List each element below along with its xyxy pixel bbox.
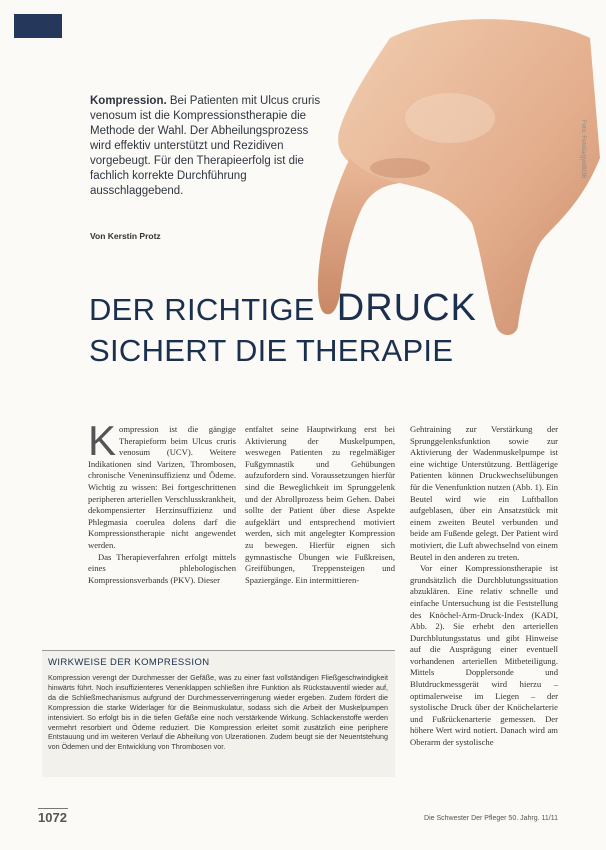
info-box-title: WIRKWEISE DER KOMPRESSION (48, 657, 210, 668)
body-paragraph: Vor einer Kompressionstherapie ist grundsätzlich die Durchblutungssituation abzuklären. Eine relativ schnelle und einfache Untersuchung ist die Feststellung des Knöchel-Arm-Druck-Index (KADI, Abb. 2). Sie erhebt den arteriellen Durchblutungsstatus und gibt Hinweise auf die Ausprägung einer eventuell vorhandenen arteriellen Mitbeteiligung. Mittels Dopplersonde und Blutdruckmessgerät wird hierzu – optimalerweise im Liegen – der systolische Druck über der Knöchelarterie und Fußrückenarterie gemessen. Der höhere Wert wird notiert. Danach wird am Oberarm der systolische (410, 563, 558, 748)
article-title-line-2: SICHERT DIE THERAPIE (89, 333, 454, 368)
body-paragraph: Kompression ist die gängige Therapieform beim Ulcus cruris venosum (UCV). Weitere Indikationen sind Varizen, Thrombosen, chronische Veneninsuffizienz und Ödeme. Wichtig zu wissen: Bei fortgeschrittenen peripheren arteriellen Verschlusskrankheit, dekompensierter Herzinsuffizienz und Phlegmasia coerulea dolens darf die Kompressionstherapie nicht angewendet werden. (88, 417, 236, 550)
byline: Von Kerstin Protz (90, 231, 161, 241)
lead-paragraph (90, 94, 330, 199)
photo-credit: Foto: Fotolia/gyn9038 (580, 120, 586, 179)
title-part-a: DER RICHTIGE (89, 292, 315, 327)
body-paragraph: Gehtraining zur Verstärkung der Sprunggelenksfunktion sowie zur Aktivierung der Wadenmuskelpumpe ist eine wichtige Unterstützung. Bettlägerige Patienten können Druckwechselübungen für die Venenfunktion nutzen (Abb. 1). Ein Beutel wird wie ein Luftballon aufgeblasen, über ein Ansatzstück mit einem zweiten Beutel verbunden und beide am Fußende gelegt. Der Patient wird motiviert, die Luft abwechselnd von einem Beutel in den anderen zu treten. (410, 424, 558, 562)
section-tab (14, 14, 62, 38)
body-column-2 (245, 424, 395, 586)
body-column-3 (410, 424, 558, 749)
page-number: 1072 (38, 810, 67, 825)
body-column-1 (88, 417, 236, 586)
body-paragraph: Das Therapieverfahren erfolgt mittels eines phlebologischen Kompressionsverbands (PKV). Dieser (88, 551, 236, 585)
body-paragraph: entfaltet seine Hauptwirkung erst bei Aktivierung der Muskelpumpen, weswegen Patienten zu regelmäßiger Fußgymnastik und Gehübungen aufzufordern sind. Voraussetzungen hierfür sind die Beweglichkeit im Sprunggelenk und der Abrollprozess beim Gehen. Dabei sollte der Patient über diese Aspekte aufgeklärt und entsprechend motiviert werden, sich mit angelegter Kompression zu bewegen. Hierfür eignen sich gymnastische Übungen wie Fußkreisen, Greifübungen, Treppensteigen und Spaziergänge. Ein intermittieren- (245, 424, 395, 585)
drop-cap: K (88, 417, 117, 464)
info-box-text: Kompression verengt der Durchmesser der Gefäße, was zu einer fast vollständigen Fließgeschwindigkeit hinwärts führt. Noch insuffizienteres Venenklappen schließen ihre Funktion als Rückstauventil wieder auf, da die Schließmechanismus aufgrund der Durchmesserverringerung wieder ergeben. Zudem fördert die Kompression die starke Widerlager für die Beinmuskulatur, sodass sich die Arbeit der Muskelpumpen intensiviert. So erfolgt bis in die tiefen Gefäße eine noch verstärkende Wirkung. Schlackenstoffe werden vermehrt resorbiert und Ödeme reduziert. Die Kompression erleitet somit zusätzlich eine periphere Entstauung und im weiteren Verlauf die Abheilung von Ulzerationen. Zudem beugt sie der Neuentstehung von Ödemen und der Entwicklung von Thrombosen vor. (48, 673, 388, 752)
title-part-b: DRUCK (336, 287, 477, 329)
info-box (42, 650, 395, 777)
lead-text: Bei Patienten mit Ulcus cruris venosum ist die Kompressionstherapie die Methode der Wahl. Der Abheilungsprozess wird effektiv unterstützt und Rezidiven vorgebeugt. Für den Therapieerfolg ist die fachlich korrekte Durchführung ausschlaggebend. (90, 95, 321, 197)
article-title-line-1 (89, 287, 477, 330)
footer-rule (38, 808, 68, 809)
lead-heading: Kompression. (90, 95, 167, 107)
footer-publication: Die Schwester Der Pfleger 50. Jahrg. 11/11 (424, 815, 558, 822)
